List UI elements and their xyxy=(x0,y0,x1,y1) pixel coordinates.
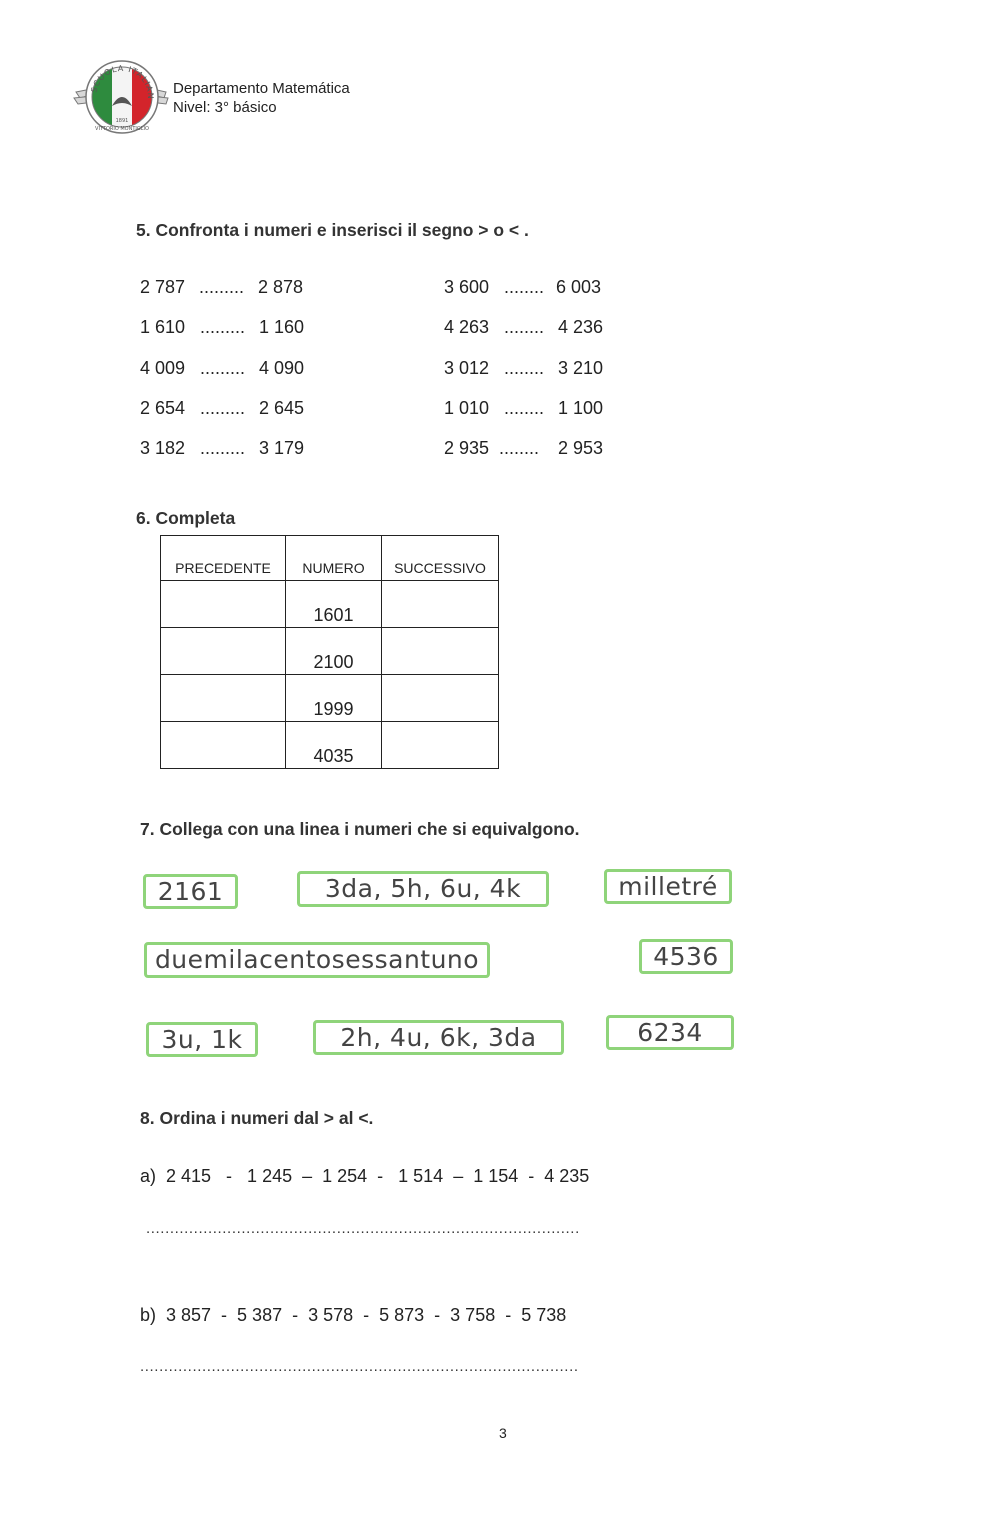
q7-title: 7. Collega con una linea i numeri che si equivalgono. xyxy=(140,819,580,839)
svg-text:1891: 1891 xyxy=(115,118,129,124)
q5-left-b-0: 2 878 xyxy=(258,277,304,297)
school-logo xyxy=(72,58,170,136)
table-row xyxy=(161,581,499,628)
q5-left-dots-4: ......... xyxy=(200,438,246,458)
q5-right-dots-0: ........ xyxy=(504,277,545,297)
q5-left-dots-0: ......... xyxy=(199,277,245,297)
match-card-4536[interactable]: 4536 xyxy=(639,939,733,974)
q5-left-b-3: 2 645 xyxy=(259,398,305,418)
q6-title: 6. Completa xyxy=(136,508,236,528)
numero-cell: 1601 xyxy=(286,581,382,628)
match-card-2h-4u-6k-3da[interactable]: 2h, 4u, 6k, 3da xyxy=(313,1020,564,1055)
q5-right-a-2: 3 012 xyxy=(444,358,490,378)
successivo-cell[interactable] xyxy=(382,628,499,675)
q5-right-b-2: 3 210 xyxy=(558,358,604,378)
match-card-duemilacentosessantuno[interactable]: duemilacentosessantuno xyxy=(144,942,490,978)
q5-right-b-4: 2 953 xyxy=(558,438,604,458)
q5-left-dots-3: ......... xyxy=(200,398,246,418)
q5-right-b-0: 6 003 xyxy=(556,277,602,297)
precedente-cell[interactable] xyxy=(161,675,286,722)
match-card-3da-5h-6u-4k[interactable]: 3da, 5h, 6u, 4k xyxy=(297,871,549,907)
q8-answer-line-b[interactable]: ............................................................................................ xyxy=(140,1358,579,1375)
successivo-cell[interactable] xyxy=(382,722,499,769)
match-card-2161[interactable]: 2161 xyxy=(143,874,238,909)
q8-answer-line-a[interactable]: ........................................................................................... xyxy=(146,1220,580,1237)
table-row xyxy=(161,722,499,769)
department-label: Departamento Matemática xyxy=(173,80,350,97)
q5-right-b-3: 1 100 xyxy=(558,398,604,418)
svg-text:SCUOLA ITALIANA: SCUOLA ITALIAN xyxy=(89,63,156,100)
q5-left-dots-2: ......... xyxy=(200,358,246,378)
q5-right-a-0: 3 600 xyxy=(444,277,490,297)
numero-cell: 4035 xyxy=(286,722,382,769)
header-successivo: SUCCESSIVO xyxy=(382,536,499,581)
match-card-3u-1k[interactable]: 3u, 1k xyxy=(146,1022,258,1057)
svg-text:VITTORIO MONTIGLIO: VITTORIO MONTIGLIO xyxy=(95,126,149,132)
match-card-6234[interactable]: 6234 xyxy=(606,1015,734,1050)
q5-left-a-4: 3 182 xyxy=(140,438,186,458)
table-row xyxy=(161,628,499,675)
header-precedente: PRECEDENTE xyxy=(161,536,286,581)
q5-right-dots-3: ........ xyxy=(504,398,545,418)
q5-right-dots-2: ........ xyxy=(504,358,545,378)
q5-right-dots-4: ........ xyxy=(499,438,540,458)
successivo-cell[interactable] xyxy=(382,675,499,722)
completa-table xyxy=(160,535,499,769)
q5-left-a-0: 2 787 xyxy=(140,277,186,297)
school-seal-icon xyxy=(72,58,170,136)
q5-right-a-1: 4 263 xyxy=(444,317,490,337)
q5-left-a-2: 4 009 xyxy=(140,358,186,378)
precedente-cell[interactable] xyxy=(161,628,286,675)
q5-right-a-3: 1 010 xyxy=(444,398,490,418)
numero-cell: 2100 xyxy=(286,628,382,675)
q8-title: 8. Ordina i numeri dal > al <. xyxy=(140,1108,374,1128)
q5-right-dots-1: ........ xyxy=(504,317,545,337)
header-numero: NUMERO xyxy=(286,536,382,581)
q5-left-b-2: 4 090 xyxy=(259,358,305,378)
table-row xyxy=(161,675,499,722)
precedente-cell[interactable] xyxy=(161,581,286,628)
q5-left-b-1: 1 160 xyxy=(259,317,305,337)
q5-right-b-1: 4 236 xyxy=(558,317,604,337)
successivo-cell[interactable] xyxy=(382,581,499,628)
q5-right-a-4: 2 935 xyxy=(444,438,490,458)
q5-left-a-3: 2 654 xyxy=(140,398,186,418)
q5-left-dots-1: ......... xyxy=(200,317,246,337)
page-number: 3 xyxy=(499,1425,507,1441)
q8-sequence-b: b) 3 857 - 5 387 - 3 578 - 5 873 - 3 758 - 5 738 xyxy=(140,1305,567,1325)
precedente-cell[interactable] xyxy=(161,722,286,769)
header-text xyxy=(173,79,350,117)
table-header-row xyxy=(161,536,499,581)
q5-left-a-1: 1 610 xyxy=(140,317,186,337)
numero-cell: 1999 xyxy=(286,675,382,722)
q5-left-b-4: 3 179 xyxy=(259,438,305,458)
q8-sequence-a: a) 2 415 - 1 245 – 1 254 - 1 514 – 1 154 - 4 235 xyxy=(140,1166,590,1186)
match-card-milletre[interactable]: milletré xyxy=(604,869,732,904)
level-label: Nivel: 3° básico xyxy=(173,99,277,116)
q5-title: 5. Confronta i numeri e inserisci il segno > o < . xyxy=(136,220,529,240)
